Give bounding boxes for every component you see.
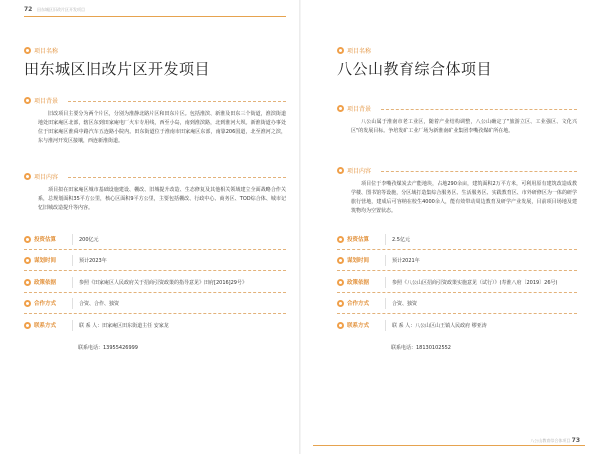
bullet-icon [24,322,31,329]
row-value: 联 系 人：田家庵区田东街道主任 安家龙 [79,322,169,329]
row-value: 200亿元 [79,236,99,243]
row-label: 联系方式 [34,323,57,329]
left-name-tag [24,46,58,55]
left-content-label: 项目内容 [34,174,59,181]
row-divider [24,292,286,293]
row-value: 联 系 人：八公山区山王镇人民政府 缪亚涛 [392,322,487,329]
right-running-foot-text: 八公山教育综合体项目 [530,438,571,443]
right-content-label: 项目内容 [347,168,372,175]
right-phone: 联系电话：18130102552 [391,345,451,351]
right-footer-rule [313,445,585,446]
right-row-cooperation [337,296,417,310]
row-value: 合资、独资 [392,300,418,307]
bullet-icon [24,236,31,243]
right-running-foot [527,437,580,444]
right-content-divider [381,171,577,172]
right-background-text: 八公山属于淮南市老工业区，随着产业结构调整，八公山确定了"旅游立区、工业强区、文化兴区"的发展目标。争培发矿工业厂场为新淮南矿业集团李嘴孜煤矿所在地。 [351,119,577,134]
left-background-text: 旧改项目主要分为两个片区，分别为淮静北路片区和田东片区。包括淮滨、新淮及田东三个街道，淮滨街道地处田家庵区北部，辖区东到田家庵电厂火车专用线，西至小岛，南到淮滨路，北到淮河大坝。新淮街道办事处位于田家庵区淮舜中路汽车五连路小院内。田东街道位于淮南市田家庵区东部，南靠206国道，北至淮河之滨，东与淮河开发区接壤，西连新淮街道。 [38,111,286,144]
left-row-contact [24,318,169,332]
left-row-investment [24,232,99,246]
right-background-divider [381,109,577,110]
left-row-cooperation [24,296,119,310]
row-divider [337,292,577,293]
right-project-title: 八公山教育综合体项目 [337,60,493,78]
row-label: 合作方式 [34,301,57,307]
right-row-policy [337,275,558,289]
bullet-icon [337,279,344,286]
right-page-number: 73 [571,437,580,444]
bullet-icon [24,47,31,54]
row-value: 预计2023年 [79,257,107,264]
left-running-head [24,6,85,13]
left-header-rule [24,16,286,17]
left-content-text: 项目拟在田家庵区城市基础设施建设、棚改、旧城提升改造、生态修复及其他相关领域建立全面战略合作关系，总规划面积35平方公里，核心区面积9平方公里，主要包括棚改、行政中心、商务区、TOD综合体、城市记忆旧城改造提升等内容。 [38,187,286,211]
row-label: 谋划时间 [347,258,370,264]
row-label: 政策依据 [34,280,57,286]
right-content-tag [337,166,371,175]
left-content-tag [24,172,58,181]
right-name-tag [337,46,371,55]
row-divider [24,249,286,250]
row-value: 参照《八公山区招商引资政策实施意见（试行）》(寿淮八府〔2019〕26号) [392,279,558,286]
right-page [301,0,600,454]
row-divider [24,270,286,271]
row-label: 投资估算 [34,237,57,243]
bullet-icon [24,97,31,104]
right-content-text: 项目位于李嘴孜煤炭去产能地块，占地290余亩，建筑面积2万平方米，可利用原有建筑改造成教学楼、图书馆等设施，分区域打造集综合服务区、生活服务区、实践教育区、市外研修区为一体的研学旅行营地，建成后可容纳在校生4000余人，能有效带动周边教育及研学产业发展，目前项目场地及建筑物均为空置状态。 [351,181,577,214]
left-project-title: 田东城区旧改片区开发项目 [24,60,211,78]
left-phone: 联系电话：13955426999 [78,345,138,351]
bullet-icon [337,322,344,329]
left-background-tag [24,96,58,105]
right-background-tag [337,104,371,113]
bullet-icon [337,300,344,307]
left-row-policy [24,275,247,289]
row-divider [24,313,286,314]
right-row-investment [337,232,410,246]
row-value: 合资、合作、独资 [79,300,120,307]
bullet-icon [337,105,344,112]
left-running-head-text: 田东城区旧改片区开发项目 [36,7,85,12]
right-background-label: 项目背景 [347,106,372,113]
right-row-timeline [337,253,420,267]
bullet-icon [337,257,344,264]
left-page-number: 72 [24,6,33,13]
left-page [0,0,299,454]
row-divider [337,270,577,271]
right-row-contact [337,318,487,332]
left-background-label: 项目背景 [34,98,59,105]
left-row-timeline [24,253,107,267]
bullet-icon [24,173,31,180]
row-label: 合作方式 [347,301,370,307]
left-name-label: 项目名称 [34,48,59,55]
left-content-divider [68,177,286,178]
row-value: 预计2021年 [392,257,420,264]
row-label: 投资估算 [347,237,370,243]
row-label: 联系方式 [347,323,370,329]
bullet-icon [337,236,344,243]
bullet-icon [24,257,31,264]
bullet-icon [24,279,31,286]
row-value: 2.5亿元 [392,236,410,243]
row-divider [337,249,577,250]
bullet-icon [337,47,344,54]
left-background-divider [68,101,286,102]
bullet-icon [337,167,344,174]
right-name-label: 项目名称 [347,48,372,55]
row-value: 参照《田家庵区人民政府关于招商引资政策的指导意见》田府[2016]29号》 [79,279,247,286]
bullet-icon [24,300,31,307]
row-label: 政策依据 [347,280,370,286]
row-divider [337,313,577,314]
row-label: 谋划时间 [34,258,57,264]
